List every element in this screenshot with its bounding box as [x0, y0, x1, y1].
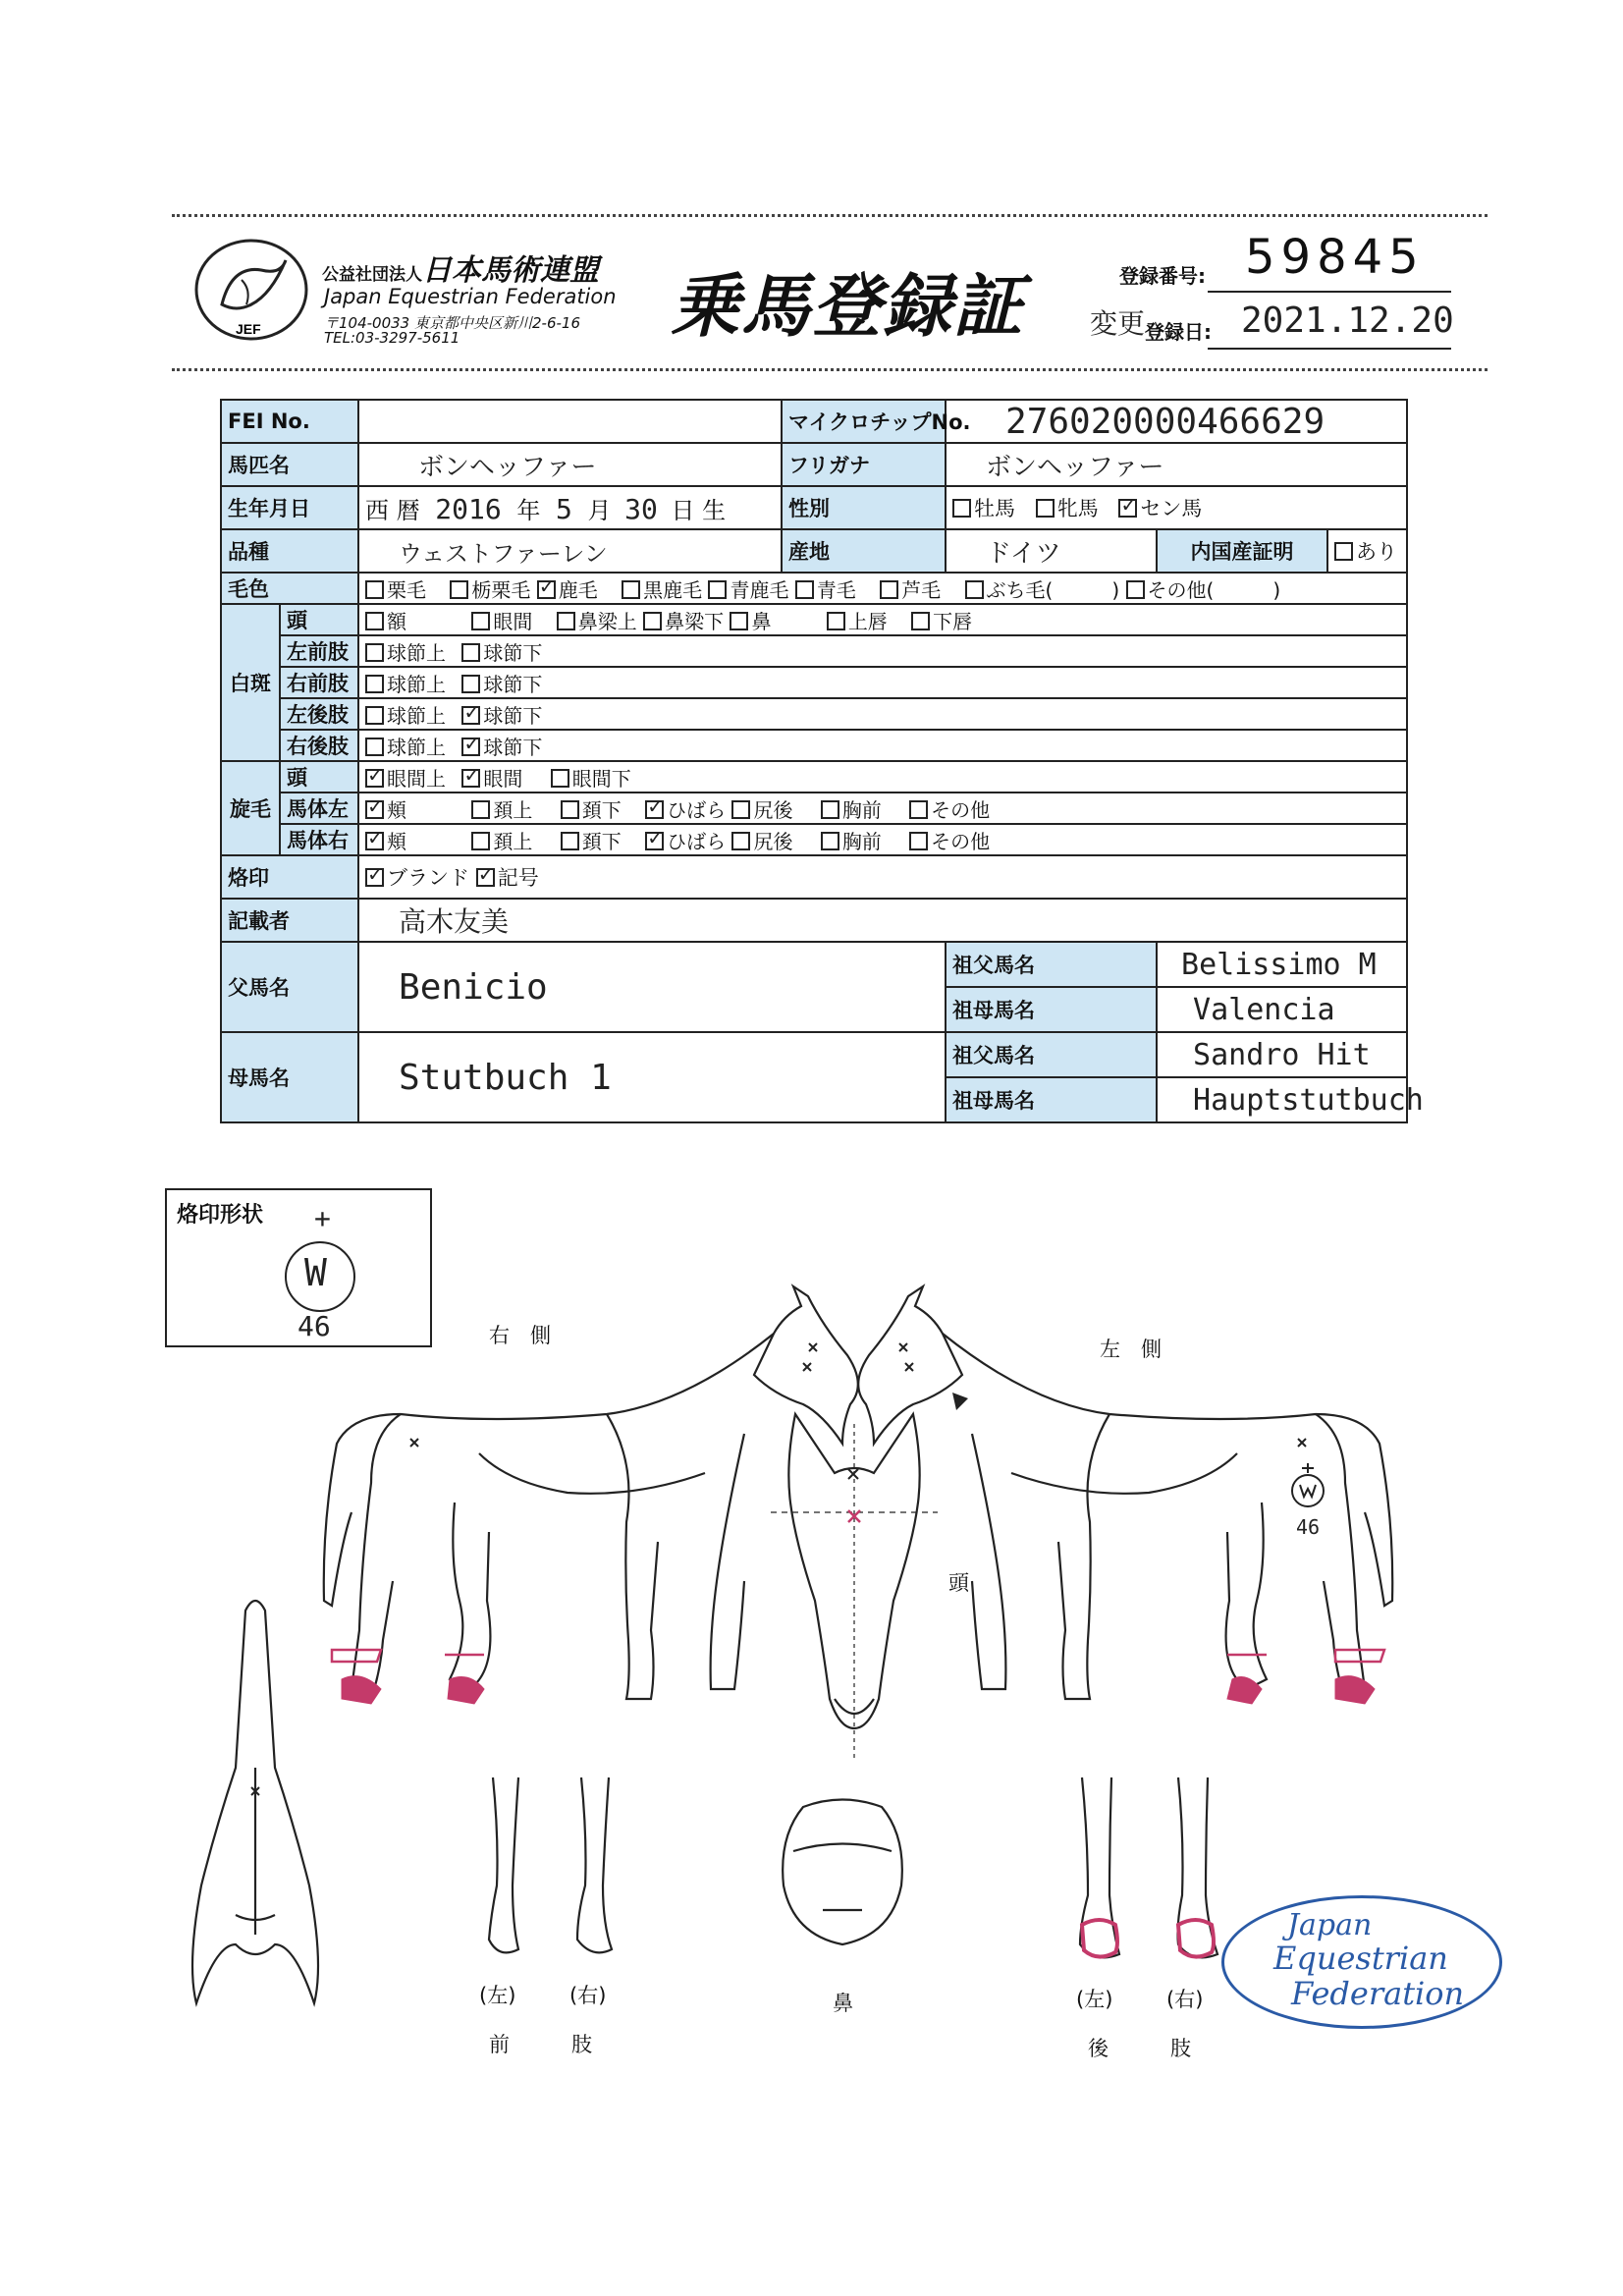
whorl-above-eyes-label: 眼間上	[387, 766, 447, 791]
row-brand	[221, 855, 1407, 899]
org-name-ja: 日本馬術連盟	[422, 253, 599, 288]
rf-above-fetlock-label: 球節上	[387, 672, 447, 696]
recorder-value: 高木友美	[358, 899, 1407, 942]
stamp-line-1: Japan	[1287, 1908, 1373, 1942]
br-cheek-label: 頬	[387, 829, 407, 853]
sire-granddam-value: Valencia	[1157, 987, 1407, 1032]
white-head-options	[358, 604, 1407, 635]
color-brown-checkbox[interactable]	[708, 580, 727, 599]
color-dark-bay-checkbox[interactable]	[622, 580, 640, 599]
whorl-below-eyes-checkbox[interactable]	[551, 769, 569, 788]
forelegs-front-diagram	[479, 1777, 626, 1964]
row-white-lf	[221, 635, 1407, 667]
foreleg-left-label: (左)	[479, 1984, 516, 2007]
row-whorl-body-left	[221, 793, 1407, 824]
bl-other-checkbox[interactable]	[909, 800, 928, 819]
reg-no: 59845	[1245, 230, 1425, 285]
dam-granddam-value: Hauptstutbuch	[1157, 1077, 1407, 1122]
br-upper-neck-label: 頚上	[493, 829, 533, 853]
white-rh-options	[358, 730, 1407, 761]
whorl-eyes-label: 眼間	[483, 766, 523, 791]
whorl-body-left-options	[358, 793, 1407, 824]
color-bay-checkbox[interactable]	[537, 580, 556, 599]
federation-stamp	[1221, 1895, 1502, 2029]
bl-flank-checkbox[interactable]	[645, 800, 664, 819]
white-head-label: 頭	[280, 604, 358, 635]
reg-no-underline	[1208, 291, 1451, 293]
recorder-label: 記載者	[221, 899, 358, 942]
dob-era: 西 暦	[365, 496, 420, 524]
rf-above-fetlock-checkbox[interactable]	[365, 675, 384, 693]
white-lf-options	[358, 635, 1407, 667]
sire-grandsire-label: 祖父馬名	[946, 942, 1157, 987]
domestic-option-label: あり	[1356, 540, 1398, 564]
dob-month-unit: 月	[587, 496, 612, 524]
lf-above-fetlock-label: 球節上	[387, 640, 447, 665]
white-upper-lip-checkbox[interactable]	[827, 612, 845, 630]
row-white-head	[221, 604, 1407, 635]
rh-below-fetlock-checkbox[interactable]	[461, 738, 480, 756]
reg-date-underline	[1208, 348, 1451, 350]
origin-value: ドイツ	[946, 529, 1157, 573]
br-other-label: その他	[931, 829, 991, 853]
sire-label: 父馬名	[221, 942, 358, 1032]
br-lower-neck-checkbox[interactable]	[561, 832, 579, 850]
color-grey-label: 芦毛	[901, 577, 942, 602]
color-black-checkbox[interactable]	[795, 580, 814, 599]
row-fei	[221, 400, 1407, 443]
br-flank-checkbox[interactable]	[645, 832, 664, 850]
dam-granddam-label: 祖母馬名	[946, 1077, 1157, 1122]
jef-logo-icon	[192, 236, 312, 344]
dam-label: 母馬名	[221, 1032, 358, 1122]
name-label: 馬匹名	[221, 443, 358, 486]
furigana-label: フリガナ	[782, 443, 946, 486]
horse-left-side-diagram	[854, 1267, 1404, 1719]
bl-other-label: その他	[931, 797, 991, 822]
row-whorl-body-right	[221, 824, 1407, 855]
br-chest-checkbox[interactable]	[821, 832, 839, 850]
reg-no-label: 登録番号:	[1119, 264, 1206, 288]
org-tel: TEL:03-3297-5611	[324, 329, 460, 347]
bl-cheek-label: 頬	[387, 797, 407, 822]
brand-brand-checkbox[interactable]	[365, 868, 384, 887]
lh-above-fetlock-label: 球節上	[387, 703, 447, 728]
logo-text: JEF	[236, 321, 261, 337]
rf-below-fetlock-label: 球節下	[483, 672, 543, 696]
brand-shape-label: 烙印形状	[177, 1203, 264, 1228]
color-options	[358, 573, 1407, 604]
brand-number: 46	[298, 1310, 331, 1342]
fei-value	[358, 400, 782, 443]
lf-below-fetlock-checkbox[interactable]	[461, 643, 480, 662]
rf-below-fetlock-checkbox[interactable]	[461, 675, 480, 693]
row-sire-1	[221, 942, 1407, 987]
color-other-checkbox[interactable]	[1126, 580, 1145, 599]
white-lh-options	[358, 698, 1407, 730]
sex-options	[946, 486, 1407, 529]
white-nose-checkbox[interactable]	[730, 612, 748, 630]
color-chestnut-checkbox[interactable]	[365, 580, 384, 599]
sex-filly-label: 牝馬	[1056, 497, 1099, 520]
white-rf-options	[358, 667, 1407, 698]
white-lower-lip-checkbox[interactable]	[911, 612, 930, 630]
right-side-label: 右 側	[489, 1324, 551, 1347]
sire-granddam-label: 祖母馬名	[946, 987, 1157, 1032]
br-other-checkbox[interactable]	[909, 832, 928, 850]
br-upper-neck-checkbox[interactable]	[471, 832, 490, 850]
brand-label: 烙印	[221, 855, 358, 899]
rh-below-fetlock-label: 球節下	[483, 735, 543, 759]
color-chestnut-label: 栗毛	[387, 577, 427, 602]
foreleg-right-label: (右)	[569, 1984, 607, 2007]
org-name-en: Japan Equestrian Federation	[324, 285, 617, 308]
bl-lower-neck-label: 頚下	[581, 797, 622, 822]
color-dark-chestnut-label: 栃栗毛	[471, 577, 531, 602]
color-label: 毛色	[221, 573, 358, 604]
document-title: 乗馬登録証	[671, 265, 1024, 347]
brand-brand-label: ブランド	[387, 866, 470, 890]
org-prefix: 公益社団法人	[322, 265, 422, 285]
color-brown-label: 青鹿毛	[730, 577, 789, 602]
row-recorder	[221, 899, 1407, 942]
sex-colt-checkbox[interactable]	[952, 499, 971, 518]
head-label: 頭	[948, 1571, 969, 1595]
row-color	[221, 573, 1407, 604]
org-address: 〒104-0033 東京都中央区新川2-6-16	[324, 314, 580, 332]
origin-label: 産地	[782, 529, 946, 573]
dob-day-unit: 日 生	[671, 496, 727, 524]
white-between-eyes-checkbox[interactable]	[471, 612, 490, 630]
brand-top-mark: +	[314, 1202, 331, 1234]
row-white-lh	[221, 698, 1407, 730]
lf-above-fetlock-checkbox[interactable]	[365, 643, 384, 662]
bottom-dotted-rule	[172, 368, 1488, 371]
white-label: 白斑	[221, 604, 280, 761]
reg-date-prefix: 変更	[1090, 307, 1146, 340]
white-lh-label: 左後肢	[280, 698, 358, 730]
br-cheek-checkbox[interactable]	[365, 832, 384, 850]
br-rump-label: 尻後	[753, 829, 793, 853]
br-lower-neck-label: 頚下	[581, 829, 622, 853]
registration-table	[220, 399, 1424, 1123]
top-dotted-rule	[172, 214, 1488, 217]
stamp-line-2: Equestrian	[1273, 1940, 1448, 1977]
fei-label: FEI No.	[221, 400, 358, 443]
brand-symbol-label: 記号	[497, 866, 539, 890]
bl-chest-checkbox[interactable]	[821, 800, 839, 819]
furigana-value: ボンヘッファー	[946, 443, 1407, 486]
color-grey-checkbox[interactable]	[880, 580, 898, 599]
breed-label: 品種	[221, 529, 358, 573]
color-dark-bay-label: 黒鹿毛	[643, 577, 703, 602]
whorl-head-options	[358, 761, 1407, 793]
white-rh-label: 右後肢	[280, 730, 358, 761]
sex-colt-label: 牡馬	[974, 497, 1016, 520]
white-lower-nose-checkbox[interactable]	[643, 612, 662, 630]
brand-options	[358, 855, 1407, 899]
row-whorl-head	[221, 761, 1407, 793]
color-dark-chestnut-checkbox[interactable]	[450, 580, 468, 599]
row-white-rh	[221, 730, 1407, 761]
sex-gelding-checkbox[interactable]	[1118, 499, 1137, 518]
bl-cheek-checkbox[interactable]	[365, 800, 384, 819]
dob-year-unit: 年	[516, 496, 541, 524]
left-side-brand-number: 46	[1296, 1515, 1321, 1539]
bl-rump-label: 尻後	[753, 797, 793, 822]
dam-grandsire-value: Sandro Hit	[1157, 1032, 1407, 1077]
reg-date: 2021.12.20	[1241, 301, 1454, 341]
hindleg-right-label: (右)	[1166, 1988, 1204, 2011]
bl-upper-neck-checkbox[interactable]	[471, 800, 490, 819]
hindleg-left-label: (左)	[1076, 1988, 1113, 2011]
whorl-body-right-label: 馬体右	[280, 824, 358, 855]
br-flank-label: ひばら	[667, 829, 727, 853]
muzzle-diagram	[774, 1797, 911, 1954]
sire-grandsire-value: Belissimo M	[1157, 942, 1407, 987]
color-piebald-checkbox[interactable]	[965, 580, 984, 599]
lh-above-fetlock-checkbox[interactable]	[365, 706, 384, 725]
reg-date-label: 登録日:	[1145, 320, 1212, 344]
dob-value	[358, 486, 782, 529]
lh-below-fetlock-label: 球節下	[483, 703, 543, 728]
sex-filly-checkbox[interactable]	[1036, 499, 1055, 518]
bl-chest-label: 胸前	[841, 797, 882, 822]
rh-above-fetlock-label: 球節上	[387, 735, 447, 759]
org-name-line	[322, 246, 599, 289]
color-piebald-label: ぶち毛(	[986, 577, 1054, 602]
brand-symbol-checkbox[interactable]	[476, 868, 495, 887]
dob-year: 2016	[435, 492, 502, 525]
white-upper-nose-checkbox[interactable]	[557, 612, 575, 630]
whorl-above-eyes-checkbox[interactable]	[365, 769, 384, 788]
horse-name: ボンヘッファー	[358, 443, 782, 486]
dob-label: 生年月日	[221, 486, 358, 529]
muzzle-label: 鼻	[833, 1992, 853, 2015]
br-chest-label: 胸前	[841, 829, 882, 853]
white-upper-nose-label: 鼻梁上	[577, 609, 637, 633]
white-lower-nose-label: 鼻梁下	[665, 609, 725, 633]
color-piebald-close: )	[1111, 577, 1120, 602]
brand-letter: W	[304, 1251, 327, 1294]
hindlegs-rear-diagram	[1070, 1777, 1237, 1974]
dam-value: Stutbuch 1	[358, 1032, 946, 1122]
stamp-line-3: Federation	[1291, 1975, 1465, 2012]
white-between-eyes-label: 眼間	[493, 609, 533, 633]
sire-value: Benicio	[358, 942, 946, 1032]
bl-flank-label: ひばら	[667, 797, 727, 822]
dam-grandsire-label: 祖父馬名	[946, 1032, 1157, 1077]
bl-upper-neck-label: 頚上	[493, 797, 533, 822]
dob-day: 30	[624, 492, 658, 525]
hindlegs-caption: 後 肢	[1088, 2037, 1191, 2060]
lh-below-fetlock-checkbox[interactable]	[461, 706, 480, 725]
white-lf-label: 左前肢	[280, 635, 358, 667]
color-other-close: )	[1272, 577, 1281, 602]
color-bay-label: 鹿毛	[558, 577, 598, 602]
whorl-label: 旋毛	[221, 761, 280, 855]
white-forehead-checkbox[interactable]	[365, 612, 384, 630]
whorl-head-label: 頭	[280, 761, 358, 793]
sex-gelding-label: セン馬	[1140, 497, 1203, 520]
whorl-below-eyes-label: 眼間下	[571, 766, 631, 791]
bl-rump-checkbox[interactable]	[731, 800, 750, 819]
whorl-body-right-options	[358, 824, 1407, 855]
microchip-value: 276020000466629	[946, 400, 1407, 443]
domestic-checkbox[interactable]	[1334, 542, 1353, 561]
white-nose-label: 鼻	[751, 609, 772, 633]
bl-lower-neck-checkbox[interactable]	[561, 800, 579, 819]
row-dam-1	[221, 1032, 1407, 1077]
domestic-option	[1327, 529, 1407, 573]
white-upper-lip-label: 上唇	[847, 609, 888, 633]
row-white-rf	[221, 667, 1407, 698]
rh-above-fetlock-checkbox[interactable]	[365, 738, 384, 756]
color-other-label: その他(	[1147, 577, 1215, 602]
forelegs-caption: 前 肢	[489, 2033, 592, 2056]
left-side-label: 左 側	[1100, 1338, 1162, 1361]
lf-below-fetlock-label: 球節下	[483, 640, 543, 665]
horse-head-front-diagram	[776, 1404, 933, 1758]
row-breed	[221, 529, 1407, 573]
color-black-label: 青毛	[816, 577, 856, 602]
microchip-label: マイクロチップNo.	[782, 400, 946, 443]
whorl-eyes-checkbox[interactable]	[461, 769, 480, 788]
row-name	[221, 443, 1407, 486]
horse-top-view-diagram	[177, 1591, 334, 2013]
row-dob	[221, 486, 1407, 529]
white-forehead-label: 額	[387, 609, 407, 633]
br-rump-checkbox[interactable]	[731, 832, 750, 850]
white-rf-label: 右前肢	[280, 667, 358, 698]
whorl-body-left-label: 馬体左	[280, 793, 358, 824]
white-lower-lip-label: 下唇	[933, 609, 973, 633]
breed-value: ウェストファーレン	[358, 529, 782, 573]
domestic-label: 内国産証明	[1157, 529, 1327, 573]
sex-label: 性別	[782, 486, 946, 529]
dob-month: 5	[556, 492, 572, 525]
